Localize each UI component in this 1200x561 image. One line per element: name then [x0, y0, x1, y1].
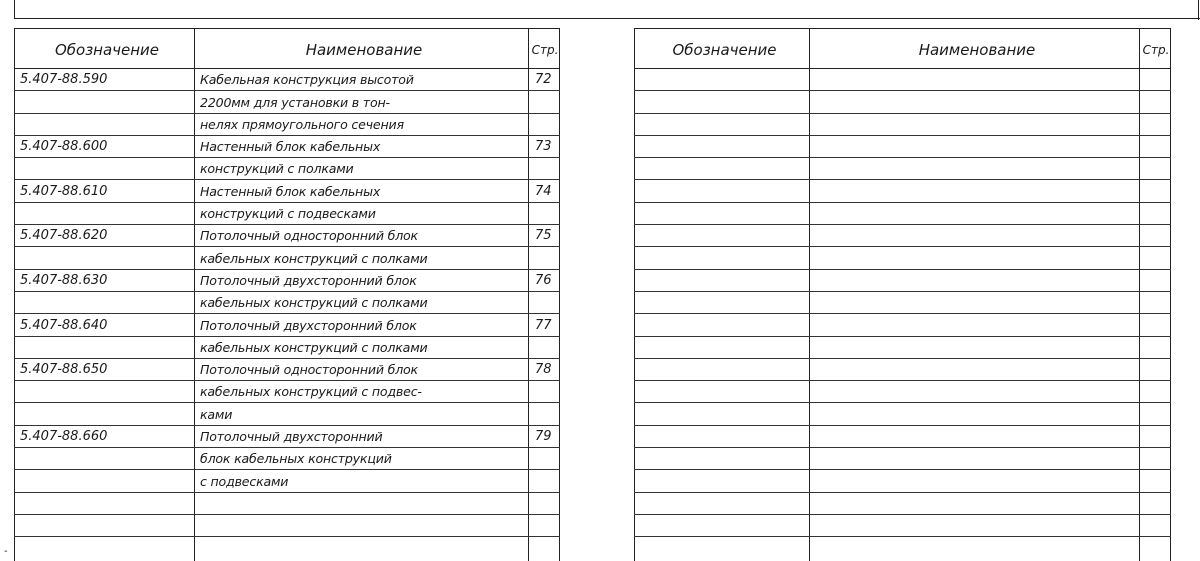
- cell-name: [810, 358, 1140, 380]
- cell-designation: [635, 514, 810, 536]
- contents-table-left: [14, 28, 560, 561]
- cell-page: [529, 291, 560, 313]
- cell-page: 76: [529, 269, 560, 291]
- cell-page: [529, 381, 560, 403]
- table-row: [15, 225, 560, 247]
- table-row: [15, 425, 560, 447]
- cell-name: конструкций с подвесками: [195, 202, 529, 224]
- cell-name: [810, 381, 1140, 403]
- cell-designation: [635, 69, 810, 91]
- cell-name: [810, 135, 1140, 157]
- cell-page: [529, 247, 560, 269]
- cell-name: [810, 314, 1140, 336]
- table-row: [15, 314, 560, 336]
- cell-designation: [635, 247, 810, 269]
- cell-page: [529, 202, 560, 224]
- cell-page: [529, 470, 560, 492]
- table-row: [635, 291, 1171, 313]
- cell-name: [810, 448, 1140, 470]
- cell-designation: [15, 91, 195, 113]
- cell-name: кабельных конструкций с подвес-: [195, 381, 529, 403]
- table-row: [635, 492, 1171, 514]
- cell-designation: [635, 537, 810, 561]
- cell-designation: [635, 314, 810, 336]
- cell-name: [810, 537, 1140, 561]
- cell-designation: [635, 425, 810, 447]
- cell-designation: [635, 358, 810, 380]
- cell-name: Потолочный односторонний блок: [195, 225, 529, 247]
- cell-name: [810, 269, 1140, 291]
- cell-designation: [635, 403, 810, 425]
- cell-name: кабельных конструкций с полками: [195, 247, 529, 269]
- table-row: [635, 225, 1171, 247]
- cell-page: 75: [529, 225, 560, 247]
- table-row: [15, 492, 560, 514]
- cell-name: Потолочный двухсторонний блок: [195, 314, 529, 336]
- table-row: [635, 202, 1171, 224]
- cell-page: [1140, 180, 1171, 202]
- cell-page: 78: [529, 358, 560, 380]
- cell-name: блок кабельных конструкций: [195, 448, 529, 470]
- cell-designation: [635, 113, 810, 135]
- cell-designation: [15, 448, 195, 470]
- table-row: [15, 291, 560, 313]
- cell-designation: [635, 381, 810, 403]
- cell-page: [529, 113, 560, 135]
- cell-name: нелях прямоугольного сечения: [195, 113, 529, 135]
- table-row: [15, 269, 560, 291]
- cell-designation: [15, 403, 195, 425]
- cell-page: [1140, 158, 1171, 180]
- cell-page: [1140, 470, 1171, 492]
- cell-name: [810, 180, 1140, 202]
- cell-page: 74: [529, 180, 560, 202]
- cell-designation: [15, 336, 195, 358]
- cell-designation: [635, 158, 810, 180]
- cell-name: [810, 492, 1140, 514]
- cell-name: кабельных конструкций с полками: [195, 336, 529, 358]
- header-designation: Обозначение: [15, 29, 195, 69]
- table-row: [15, 537, 560, 561]
- cell-page: [1140, 514, 1171, 536]
- cell-designation: 5.407-88.620: [15, 225, 195, 247]
- table-row: [635, 537, 1171, 561]
- cell-page: [529, 91, 560, 113]
- cell-designation: [635, 470, 810, 492]
- table-row: [15, 448, 560, 470]
- cell-designation: [635, 225, 810, 247]
- table-row: [635, 403, 1171, 425]
- cell-name: Потолочный двухсторонний: [195, 425, 529, 447]
- cell-page: [1140, 314, 1171, 336]
- cell-page: [1140, 336, 1171, 358]
- cell-name: кабельных конструкций с полками: [195, 291, 529, 313]
- cell-designation: 5.407-88.660: [15, 425, 195, 447]
- cell-designation: 5.407-88.640: [15, 314, 195, 336]
- cell-page: [1140, 91, 1171, 113]
- cell-page: 73: [529, 135, 560, 157]
- cell-page: 77: [529, 314, 560, 336]
- cell-designation: [635, 91, 810, 113]
- cell-designation: [15, 202, 195, 224]
- cell-page: 72: [529, 69, 560, 91]
- table-row: [635, 69, 1171, 91]
- cell-designation: 5.407-88.630: [15, 269, 195, 291]
- table-row: [635, 358, 1171, 380]
- table-row: [635, 158, 1171, 180]
- cell-name: [810, 425, 1140, 447]
- cell-page: [1140, 381, 1171, 403]
- table-row: [15, 381, 560, 403]
- cell-page: [1140, 135, 1171, 157]
- cell-page: [1140, 492, 1171, 514]
- cell-name: [810, 202, 1140, 224]
- cell-designation: [15, 537, 195, 561]
- cell-page: [529, 336, 560, 358]
- cell-page: [1140, 537, 1171, 561]
- cell-designation: [635, 448, 810, 470]
- header-name: Наименование: [810, 29, 1140, 69]
- sheet-frame-top: [14, 0, 1200, 19]
- cell-page: [1140, 425, 1171, 447]
- cell-name: конструкций с полками: [195, 158, 529, 180]
- table-row: [635, 470, 1171, 492]
- table-row: [635, 314, 1171, 336]
- cell-name: Потолочный односторонний блок: [195, 358, 529, 380]
- cell-designation: [15, 492, 195, 514]
- cell-name: [810, 113, 1140, 135]
- cell-name: ками: [195, 403, 529, 425]
- table-row: [15, 336, 560, 358]
- cell-page: [1140, 69, 1171, 91]
- header-row: [15, 29, 560, 69]
- header-designation: Обозначение: [635, 29, 810, 69]
- table-row: [15, 135, 560, 157]
- cell-page: [1140, 202, 1171, 224]
- cell-page: [529, 158, 560, 180]
- cell-designation: 5.407-88.600: [15, 135, 195, 157]
- cell-designation: [635, 269, 810, 291]
- cell-page: [529, 537, 560, 561]
- cell-designation: [15, 113, 195, 135]
- cell-designation: [635, 291, 810, 313]
- cell-designation: [635, 336, 810, 358]
- cell-name: Кабельная конструкция высотой: [195, 69, 529, 91]
- table-row: [635, 247, 1171, 269]
- cell-designation: [15, 291, 195, 313]
- cell-designation: [635, 180, 810, 202]
- table-row: [635, 113, 1171, 135]
- cell-page: [1140, 113, 1171, 135]
- table-row: [15, 91, 560, 113]
- cell-name: [195, 537, 529, 561]
- table-row: [635, 425, 1171, 447]
- cell-designation: 5.407-88.590: [15, 69, 195, 91]
- cell-designation: 5.407-88.650: [15, 358, 195, 380]
- table-row: [635, 91, 1171, 113]
- cell-designation: [15, 158, 195, 180]
- cell-name: [810, 336, 1140, 358]
- cell-designation: [15, 247, 195, 269]
- cell-name: Потолочный двухсторонний блок: [195, 269, 529, 291]
- cell-name: [810, 91, 1140, 113]
- table-row: [15, 514, 560, 536]
- table-row: [635, 135, 1171, 157]
- cell-page: [529, 403, 560, 425]
- table-row: [635, 269, 1171, 291]
- cell-page: [1140, 403, 1171, 425]
- cell-page: [529, 514, 560, 536]
- cell-designation: [15, 514, 195, 536]
- cell-name: [810, 470, 1140, 492]
- table-row: [15, 158, 560, 180]
- table-row: [635, 448, 1171, 470]
- header-page: Стр.: [1140, 29, 1171, 69]
- cell-name: [810, 225, 1140, 247]
- cell-page: [529, 448, 560, 470]
- cell-page: [529, 492, 560, 514]
- cell-designation: [15, 381, 195, 403]
- cell-designation: [635, 135, 810, 157]
- cell-name: [810, 247, 1140, 269]
- cell-name: [810, 403, 1140, 425]
- contents-table-right: [634, 28, 1171, 561]
- cell-name: Настенный блок кабельных: [195, 135, 529, 157]
- table-row: [635, 180, 1171, 202]
- cell-page: [1140, 225, 1171, 247]
- cell-name: Настенный блок кабельных: [195, 180, 529, 202]
- cell-designation: [635, 202, 810, 224]
- cell-name: с подвесками: [195, 470, 529, 492]
- header-page: Стр.: [529, 29, 560, 69]
- table-row: [15, 247, 560, 269]
- margin-tick: -: [4, 546, 8, 557]
- cell-name: [195, 514, 529, 536]
- table-row: [15, 180, 560, 202]
- cell-name: [810, 291, 1140, 313]
- cell-designation: [15, 470, 195, 492]
- cell-page: [1140, 291, 1171, 313]
- cell-page: [1140, 358, 1171, 380]
- cell-name: [810, 514, 1140, 536]
- cell-name: [810, 158, 1140, 180]
- cell-name: [195, 492, 529, 514]
- table-row: [635, 514, 1171, 536]
- cell-name: [810, 69, 1140, 91]
- header-row: [635, 29, 1171, 69]
- table-row: [635, 336, 1171, 358]
- cell-designation: [635, 492, 810, 514]
- table-row: [15, 202, 560, 224]
- table-row: [15, 113, 560, 135]
- sheet-frame-right: [1198, 0, 1199, 20]
- cell-page: [1140, 247, 1171, 269]
- table-row: [15, 470, 560, 492]
- table-row: [15, 358, 560, 380]
- cell-name: 2200мм для установки в тон-: [195, 91, 529, 113]
- table-row: [635, 381, 1171, 403]
- cell-page: [1140, 448, 1171, 470]
- table-row: [15, 69, 560, 91]
- cell-page: [1140, 269, 1171, 291]
- header-name: Наименование: [195, 29, 529, 69]
- cell-designation: 5.407-88.610: [15, 180, 195, 202]
- table-row: [15, 403, 560, 425]
- cell-page: 79: [529, 425, 560, 447]
